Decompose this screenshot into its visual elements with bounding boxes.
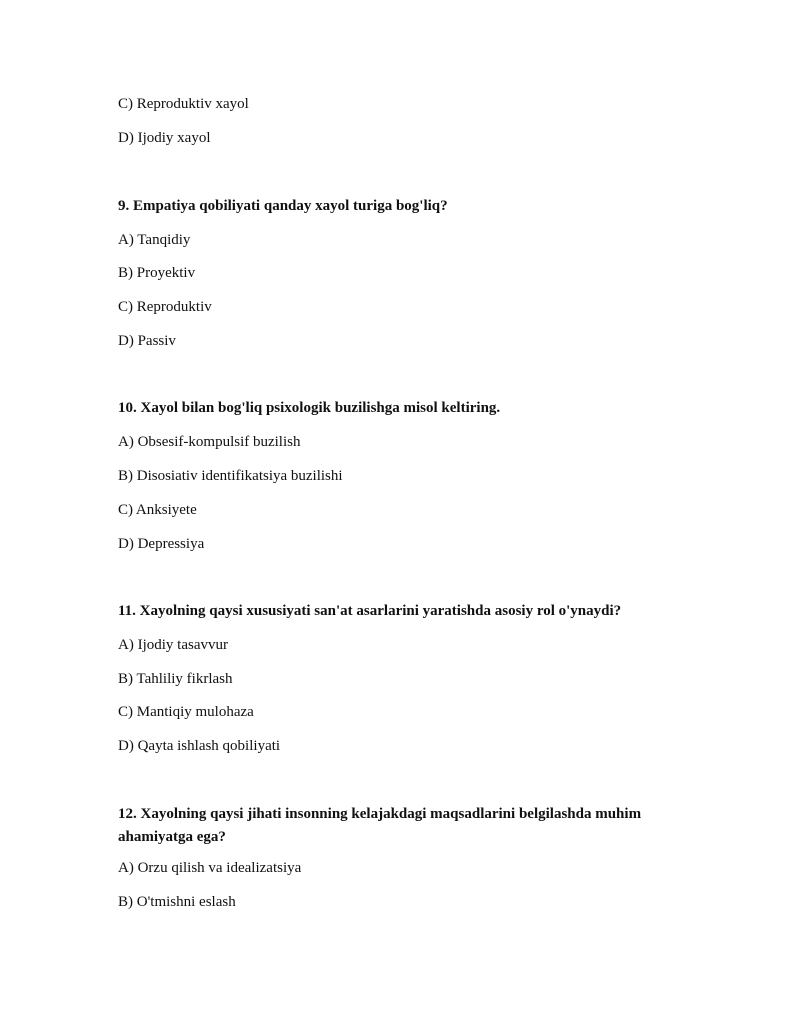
option-line: C) Anksiyete	[118, 502, 197, 518]
question-title: 11. Xayolning qaysi xususiyati san'at asarlarini yaratishda asosiy rol o'ynaydi?	[118, 603, 622, 619]
option-line: C) Mantiqiy mulohaza	[118, 704, 254, 720]
question-title: 12. Xayolning qaysi jihati insonning kelajakdagi maqsadlarini belgilashda muhim ahamiyatga ega?	[118, 806, 642, 845]
option-line: D) Depressiya	[118, 536, 205, 552]
option-line: A) Obsesif-kompulsif buzilish	[118, 434, 301, 450]
option-line: B) Disosiativ identifikatsiya buzilishi	[118, 468, 343, 484]
option-line: D) Passiv	[118, 333, 176, 349]
option-line: A) Ijodiy tasavvur	[118, 637, 228, 653]
option-line: A) Tanqidiy	[118, 232, 191, 248]
option-line: A) Orzu qilish va idealizatsiya	[118, 860, 302, 876]
question-title: 10. Xayol bilan bog'liq psixologik buzilishga misol keltiring.	[118, 400, 501, 416]
question-title: 9. Empatiya qobiliyati qanday xayol turiga bog'liq?	[118, 198, 448, 214]
option-line: D) Ijodiy xayol	[118, 130, 211, 146]
option-line: B) Proyektiv	[118, 265, 196, 281]
option-line: D) Qayta ishlash qobiliyati	[118, 738, 281, 754]
option-line: C) Reproduktiv	[118, 299, 212, 315]
option-line: B) Tahliliy fikrlash	[118, 671, 233, 687]
option-line: B) O'tmishni eslash	[118, 894, 236, 910]
option-line: C) Reproduktiv xayol	[118, 96, 249, 112]
